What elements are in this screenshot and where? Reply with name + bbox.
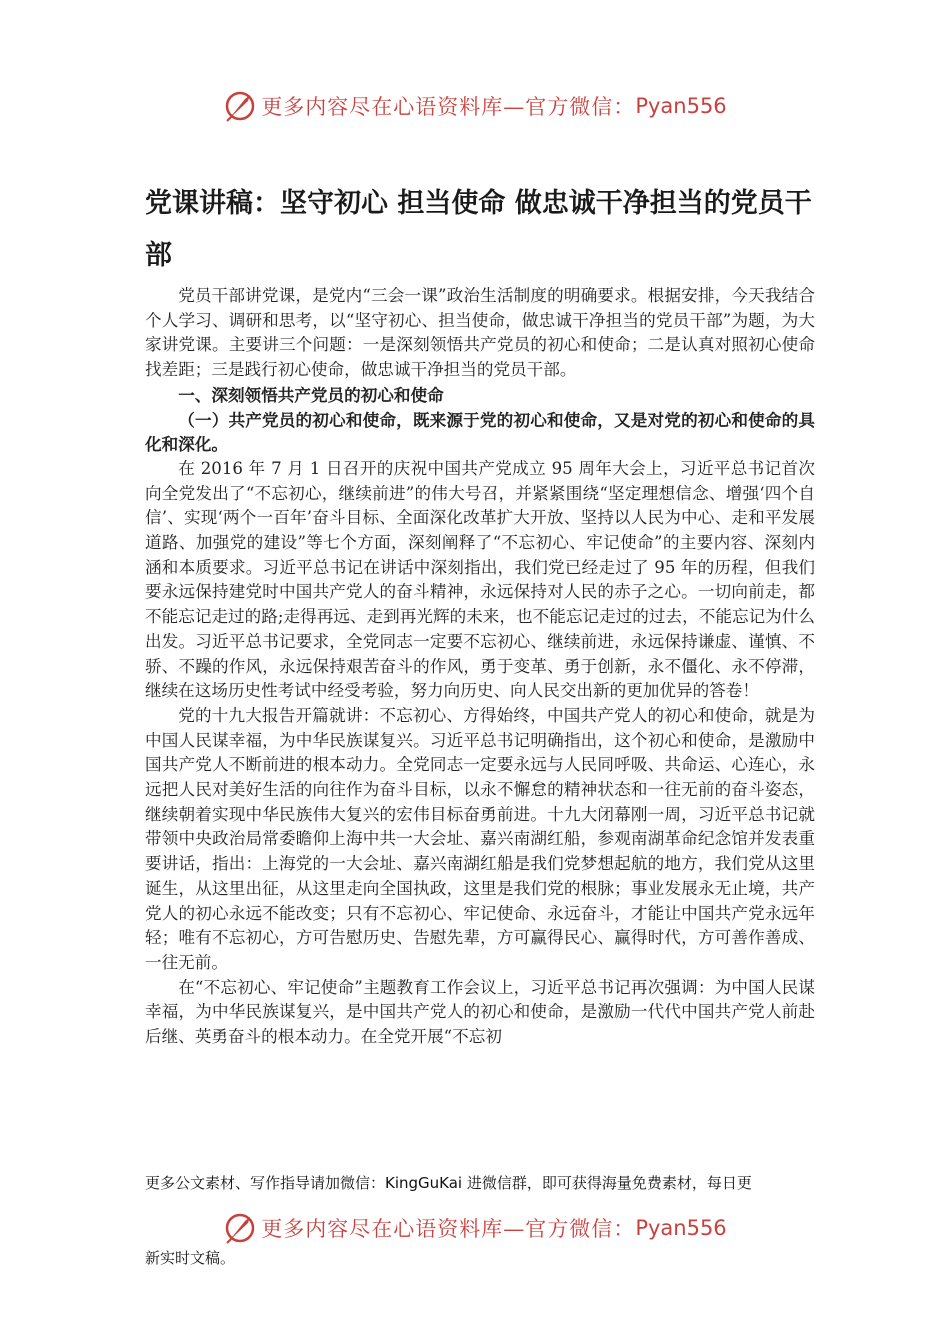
banner-text: 更多内容尽在心语资料库—官方微信： <box>261 1217 636 1241</box>
quill-logo-icon <box>223 89 257 123</box>
body-paragraph: 党的十九大报告开篇就讲：不忘初心、方得始终，中国共产党人的初心和使命，就是为中国人民谋幸福，为中华民族谋复兴。习近平总书记明确指出，这个初心和使命，是激励中国共产党人不断前进的根本动力。全党同志一定要永远与人民同呼吸、共命运、心连心，永远把人民对美好生活的向往作为奋斗目标，以永不懈怠的精神状态和一往无前的奋斗姿态，继续朝着实现中华民族伟大复兴的宏伟目标奋勇前进。十九大闭幕刚一周，习近平总书记就带领中央政治局常委瞻仰上海中共一大会址、嘉兴南湖红船，参观南湖革命纪念馆并发表重要讲话，指出：上海党的一大会址、嘉兴南湖红船是我们党梦想起航的地方，我们党从这里诞生，从这里出征，从这里走向全国执政，这里是我们党的根脉；事业发展永无止境，共产党人的初心永远不能改变；只有不忘初心、牢记使命、永远奋斗，才能让中国共产党永远年轻；唯有不忘初心，方可告慰历史、告慰先辈，方可赢得民心、赢得时代，方可善作善成、一往无前。 <box>145 705 815 972</box>
footer-banner <box>0 1208 950 1248</box>
footer-promo-tail: 新实时文稿。 <box>145 1249 236 1267</box>
footer-promo-note: 更多公文素材、写作指导请加微信：KingGuKai 进微信群，即可获得海量免费素材，每日更 <box>145 1174 752 1192</box>
banner-wechat-id: Pyan556 <box>635 94 727 118</box>
banner-text: 更多内容尽在心语资料库—官方微信： <box>261 95 636 119</box>
header-banner <box>0 86 950 126</box>
banner-wechat-id: Pyan556 <box>635 1216 727 1240</box>
body-paragraph: 在 2016 年 7 月 1 日召开的庆祝中国共产党成立 95 周年大会上，习近平总书记首次向全党发出了“不忘初心，继续前进”的伟大号召，并紧紧围绕“坚定理想信念、增强‘四个自信’、实现‘两个一百年’奋斗目标、全面深化改革扩大开放、坚持以人民为中心、走和平发展道路、加强党的建设”等七个方面，深刻阐释了“不忘初心、牢记使命”的主要内容、深刻内涵和本质要求。习近平总书记在讲话中深刻指出，我们党已经走过了 95 年的历程，但我们要永远保持建党时中国共产党人的奋斗精神，永远保持对人民的赤子之心。一切向前走，都不能忘记走过的路;走得再远、走到再光辉的未来，也不能忘记走过的过去，不能忘记为什么出发。习近平总书记要求，全党同志一定要不忘初心、继续前进，永远保持谦虚、谨慎、不骄、不躁的作风，永远保持艰苦奋斗的作风，勇于变革、勇于创新，永不僵化、永不停滞，继续在这场历史性考试中经受考验，努力向历史、向人民交出新的更加优异的答卷！ <box>145 458 815 701</box>
document-body <box>145 284 815 1050</box>
document-title: 党课讲稿：坚守初心 担当使命 做忠诚干净担当的党员干部 <box>145 188 812 271</box>
quill-logo-icon <box>223 1211 257 1245</box>
subsection-heading-1: （一）共产党员的初心和使命，既来源于党的初心和使命，又是对党的初心和使命的具化和深化。 <box>145 409 815 455</box>
section-heading-1: 一、深刻领悟共产党员的初心和使命 <box>178 384 444 405</box>
body-paragraph: 在“不忘初心、牢记使命”主题教育工作会议上，习近平总书记再次强调：为中国人民谋幸福，为中华民族谋复兴，是中国共产党人的初心和使命，是激励一代代中国共产党人前赴后继、英勇奋斗的根本动力。在全党开展“不忘初 <box>145 977 815 1047</box>
intro-paragraph: 党员干部讲党课，是党内“三会一课”政治生活制度的明确要求。根据安排，今天我结合个人学习、调研和思考，以“坚守初心、担当使命，做忠诚干净担当的党员干部”为题，为大家讲党课。主要讲三个问题：一是深刻领悟共产党员的初心和使命；二是认真对照初心使命找差距；三是践行初心使命，做忠诚干净担当的党员干部。 <box>145 286 815 380</box>
